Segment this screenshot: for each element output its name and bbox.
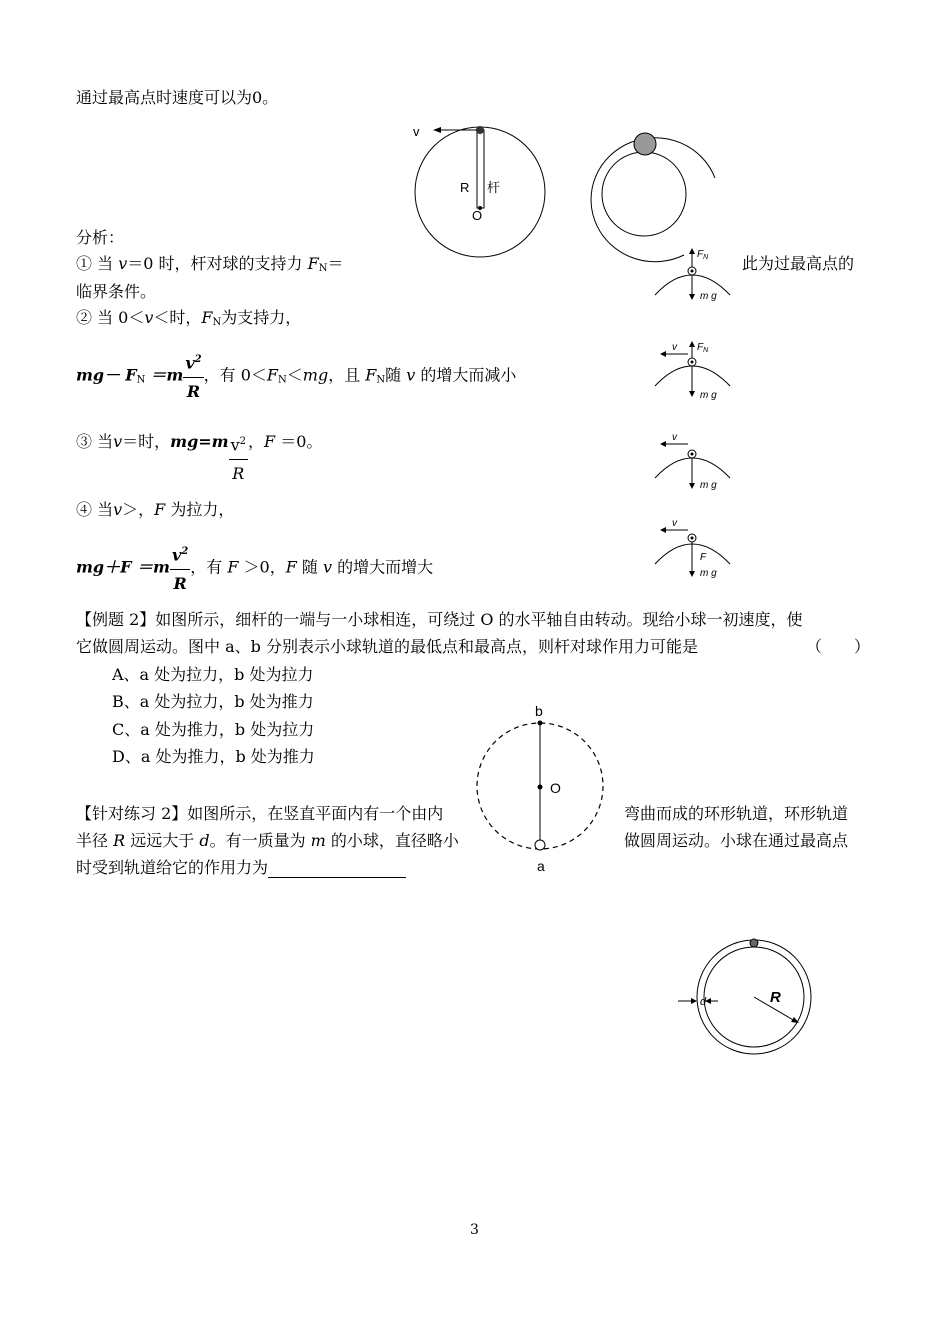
example2-line1: 【例题 2】如图所示，细杆的一端与一小球相连，可绕过 O 的水平轴自由转动。现给小球一初速度，使 <box>76 610 803 629</box>
v-label-2: v <box>672 342 677 353</box>
force-diagram-3 <box>650 432 735 492</box>
practice2-line2b: 做圆周运动。小球在通过最高点 <box>624 831 849 850</box>
dashed-circle-figure <box>470 700 610 875</box>
formula4-line: mg＋F ＝m $\frac{v^2}{R}$ ，有 F ＞0，F 随 v 的增大而增大 <box>76 538 433 598</box>
v-label-3: v <box>672 432 677 443</box>
option-b: B、a 处为拉力，b 处为推力 <box>112 692 314 711</box>
case1-right-text: 此为过最高点的 <box>742 254 855 273</box>
velocity-label: v <box>413 124 420 139</box>
force-diagram-4 <box>650 518 735 580</box>
example2-answer-paren: （ ） <box>806 637 871 656</box>
radius-label: R <box>460 180 470 195</box>
d-label: d <box>700 996 707 1008</box>
answer-blank[interactable] <box>268 861 406 878</box>
case1-line2: 临界条件。 <box>76 282 157 301</box>
big-r-label: R <box>770 989 781 1006</box>
center-label-o: O <box>550 780 561 796</box>
practice2-line1a: 【针对练习 2】如图所示，在竖直平面内有一个由内 <box>76 804 444 823</box>
case3-line: ③ 当v＝时，mg=m $\frac{v^2}{R}$ ，F ＝0。 <box>76 428 322 488</box>
case1-line: ① 当 v＝0 时，杆对球的支持力 $F_N=$ <box>76 254 344 274</box>
f-label-4: F <box>700 552 707 563</box>
practice2-line2a: 半径 R 远远大于 d。有一质量为 m 的小球，直径略小 <box>76 831 459 850</box>
ring-track-figure <box>670 935 820 1060</box>
mg-label-1: m g <box>700 291 717 302</box>
practice2-line3: 时受到轨道给它的作用力为 <box>76 858 406 878</box>
mg-label-3: m g <box>700 480 717 491</box>
intro-line: 通过最高点时速度可以为0。 <box>76 88 279 107</box>
fraction-v2-over-R-4: $\frac{v^2}{R}$ <box>170 538 190 598</box>
fraction-v2-over-R-3: $\frac{v^2}{R}$ <box>229 428 248 488</box>
formula2-line: $mg- F_N =m$ $\frac{v^2}{R}$ ，有 $0<F_N<mg$，且 $F_N$随 v 的增大而减小 <box>76 346 516 406</box>
option-a: A、a 处为拉力，b 处为拉力 <box>112 665 314 684</box>
rod-circle-figure <box>405 118 555 263</box>
spiral-track-figure <box>580 128 725 258</box>
page-number: 3 <box>470 1222 479 1238</box>
fraction-v2-over-R: $\frac{v^2}{R}$ <box>183 346 203 406</box>
mg-label-2: m g <box>700 390 717 401</box>
example2-line2: 它做圆周运动。图中 a、b 分别表示小球轨道的最低点和最高点，则杆对球作用力可能是 <box>76 637 698 656</box>
fn-label-1: $F_N$ <box>697 249 709 261</box>
case2-line: ② 当 0＜v＜时，$F_N$为支持力， <box>76 308 302 328</box>
option-d: D、a 处为推力，b 处为推力 <box>112 747 315 766</box>
practice2-line1b: 弯曲而成的环形轨道，环形轨道 <box>624 804 849 823</box>
analysis-label: 分析： <box>76 228 125 247</box>
case4-line: ④ 当v＞，F 为拉力， <box>76 500 235 519</box>
force-diagram-1 <box>650 245 735 305</box>
v-label-4: v <box>672 518 677 529</box>
rod-label: 杆 <box>487 180 501 195</box>
bottom-point-label: a <box>537 858 545 874</box>
option-c: C、a 处为推力，b 处为拉力 <box>112 720 315 739</box>
fn-label-2: $F_N$ <box>697 342 709 354</box>
top-point-label: b <box>535 703 543 719</box>
mg-label-4: m g <box>700 568 717 579</box>
force-diagram-2 <box>650 338 735 400</box>
center-label: O <box>472 208 483 223</box>
